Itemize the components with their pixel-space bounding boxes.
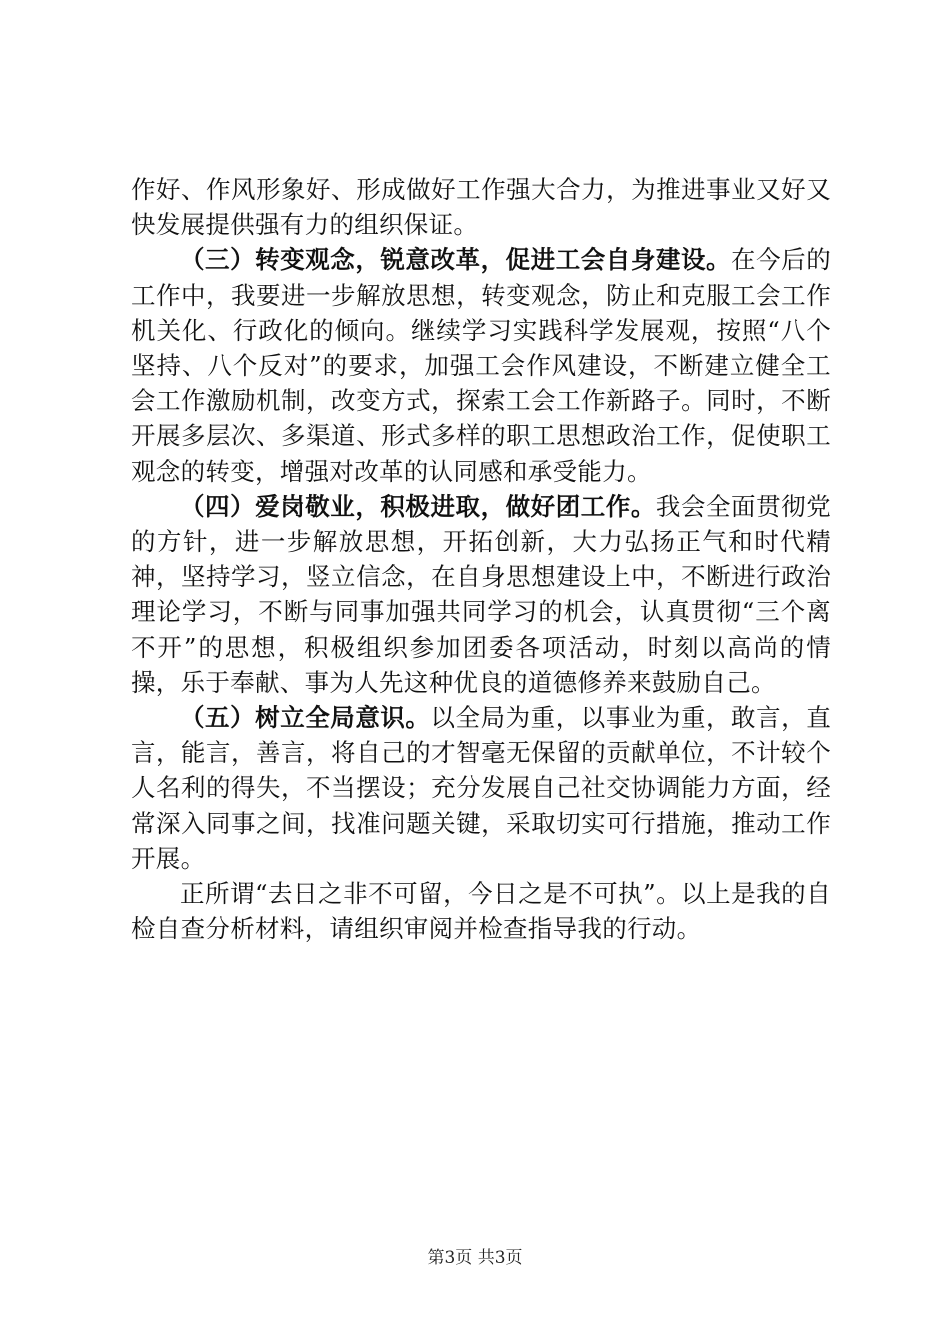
paragraph-text: 作好、作风形象好、形成做好工作强大合力，为推进事业又好又快发展提供强有力的组织保证。 xyxy=(131,175,831,240)
paragraph-section-3 xyxy=(131,242,831,488)
paragraph-conclusion xyxy=(131,876,831,946)
document-body xyxy=(131,172,831,946)
page-footer xyxy=(0,1243,950,1268)
paragraph-text: 以全局为重，以事业为重，敢言，直言，能言，善言，将自己的才智毫无保留的贡献单位，不计较个人名利的得失，不当摆设；充分发展自己社交协调能力方面，经常深入同事之间，找准问题关键，采取切实可行措施，推动工作开展。 xyxy=(131,703,831,873)
paragraph-section-5 xyxy=(131,700,831,876)
paragraph-section-4 xyxy=(131,489,831,700)
paragraph-continuation xyxy=(131,172,831,242)
section-heading: （三）转变观念，锐意改革，促进工会自身建设。 xyxy=(180,245,732,275)
section-heading: （五）树立全局意识。 xyxy=(180,703,431,733)
page-number-label: 第3页 共3页 xyxy=(427,1248,523,1268)
paragraph-text: 我会全面贯彻党的方针，进一步解放思想，开拓创新，大力弘扬正气和时代精神，坚持学习，竖立信念，在自身思想建设上中，不断进行政治理论学习，不断与同事加强共同学习的机会，认真贯彻“三个离不开”的思想，积极组织参加团委各项活动，时刻以高尚的情操，乐于奉献、事为人先这种优良的道德修养来鼓励自己。 xyxy=(131,491,831,697)
paragraph-text: 在今后的工作中，我要进一步解放思想，转变观念，防止和克服工会工作机关化、行政化的倾向。继续学习实践科学发展观，按照“八个坚持、八个反对”的要求，加强工会作风建设，不断建立健全工会工作激励机制，改变方式，探索工会工作新路子。同时，不断开展多层次、多渠道、形式多样的职工思想政治工作，促使职工观念的转变，增强对改革的认同感和承受能力。 xyxy=(131,245,832,486)
section-heading: （四）爱岗敬业，积极进取，做好团工作。 xyxy=(180,491,656,521)
paragraph-text: 正所谓“去日之非不可留，今日之是不可执”。以上是我的自检自查分析材料，请组织审阅并检查指导我的行动。 xyxy=(131,879,831,944)
